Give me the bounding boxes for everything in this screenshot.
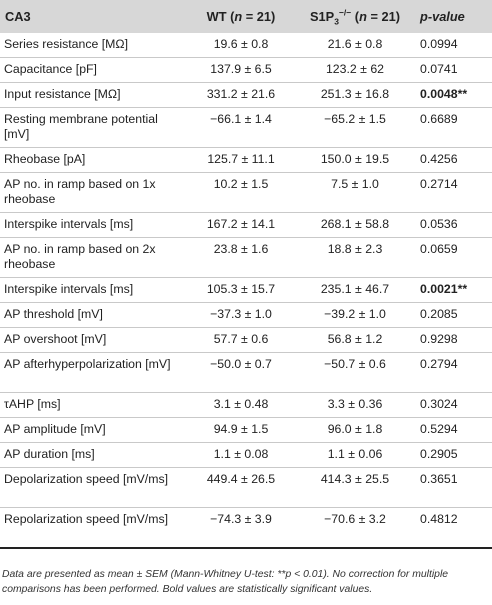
row-label: Resting membrane potential [mV] [0,108,186,148]
table-row [0,468,492,508]
table-row [0,148,492,173]
table-row [0,393,492,418]
row-ko-value: −50.7 ± 0.6 [296,353,414,393]
row-label: AP afterhyperpolarization [mV] [0,353,186,393]
header-ko-suffix: = 21) [366,9,400,24]
row-ko-value: 414.3 ± 25.5 [296,468,414,508]
row-wt-value: 331.2 ± 21.6 [186,83,296,108]
row-wt-value: 167.2 ± 14.1 [186,213,296,238]
table-row [0,173,492,213]
row-label: AP threshold [mV] [0,303,186,328]
row-p-value: 0.4256 [414,148,492,173]
table-row [0,108,492,148]
row-p-value: 0.9298 [414,328,492,353]
row-wt-value: 23.8 ± 1.6 [186,238,296,278]
row-label: Series resistance [MΩ] [0,33,186,58]
header-ko-sup: −/− [338,7,352,18]
row-p-value: 0.2905 [414,443,492,468]
header-wt-prefix: WT ( [206,9,235,24]
row-wt-value: 449.4 ± 26.5 [186,468,296,508]
table-row [0,328,492,353]
row-p-value: 0.2794 [414,353,492,393]
row-ko-value: 150.0 ± 19.5 [296,148,414,173]
row-p-value: 0.0741 [414,58,492,83]
table-header [0,0,492,33]
table-row [0,238,492,278]
table-row [0,508,492,549]
row-label: Interspike intervals [ms] [0,278,186,303]
row-p-value: 0.0048** [414,83,492,108]
row-wt-value: 57.7 ± 0.6 [186,328,296,353]
row-p-value: 0.0659 [414,238,492,278]
table-row [0,83,492,108]
row-wt-value: 94.9 ± 1.5 [186,418,296,443]
header-row [0,0,492,33]
row-wt-value: 137.9 ± 6.5 [186,58,296,83]
row-label: Input resistance [MΩ] [0,83,186,108]
header-pvalue: p-value [420,9,465,24]
row-ko-value: 18.8 ± 2.3 [296,238,414,278]
row-ko-value: −39.2 ± 1.0 [296,303,414,328]
row-label: Depolarization speed [mV/ms] [0,468,186,508]
row-wt-value: −66.1 ± 1.4 [186,108,296,148]
table-row [0,443,492,468]
row-wt-value: −50.0 ± 0.7 [186,353,296,393]
row-ko-value: 7.5 ± 1.0 [296,173,414,213]
header-ko-sub: 3 [334,16,339,27]
row-label: Rheobase [pA] [0,148,186,173]
row-label: Interspike intervals [ms] [0,213,186,238]
header-ko-base: S1P [310,9,335,24]
table-row [0,353,492,393]
row-ko-value: 1.1 ± 0.06 [296,443,414,468]
row-label: τAHP [ms] [0,393,186,418]
row-label: AP no. in ramp based on 1x rheobase [0,173,186,213]
row-p-value: 0.2714 [414,173,492,213]
row-label: Repolarization speed [mV/ms] [0,508,186,549]
row-p-value: 0.0536 [414,213,492,238]
row-p-value: 0.5294 [414,418,492,443]
row-ko-value: −65.2 ± 1.5 [296,108,414,148]
row-wt-value: −37.3 ± 1.0 [186,303,296,328]
row-ko-value: 56.8 ± 1.2 [296,328,414,353]
row-label: AP duration [ms] [0,443,186,468]
row-label: Capacitance [pF] [0,58,186,83]
header-wt-n: n [234,9,243,24]
table-row [0,418,492,443]
header-wt [186,0,296,33]
row-ko-value: 235.1 ± 46.7 [296,278,414,303]
row-wt-value: 10.2 ± 1.5 [186,173,296,213]
row-ko-value: 21.6 ± 0.8 [296,33,414,58]
row-ko-value: 268.1 ± 58.8 [296,213,414,238]
row-wt-value: 105.3 ± 15.7 [186,278,296,303]
row-label: AP amplitude [mV] [0,418,186,443]
table-row [0,303,492,328]
row-wt-value: −74.3 ± 3.9 [186,508,296,549]
row-p-value: 0.2085 [414,303,492,328]
row-ko-value: 3.3 ± 0.36 [296,393,414,418]
row-ko-value: 96.0 ± 1.8 [296,418,414,443]
row-p-value: 0.6689 [414,108,492,148]
table-row [0,213,492,238]
table-row [0,278,492,303]
row-wt-value: 3.1 ± 0.48 [186,393,296,418]
header-ko-n-prefix: ( [351,9,360,24]
table-row [0,58,492,83]
row-label: AP no. in ramp based on 2x rheobase [0,238,186,278]
row-p-value: 0.3024 [414,393,492,418]
table-footnote: Data are presented as mean ± SEM (Mann-Whitney U-test: **p < 0.01). No correction for multiple comparisons has been performed. Bold values are statistically significant values. [2,569,449,595]
row-wt-value: 125.7 ± 11.1 [186,148,296,173]
header-region: CA3 [5,9,31,24]
table-body [0,33,492,548]
row-p-value: 0.3651 [414,468,492,508]
header-wt-suffix: = 21) [242,9,276,24]
header-ko-n: n [359,9,367,24]
header-ko [296,0,414,33]
row-wt-value: 19.6 ± 0.8 [186,33,296,58]
row-ko-value: 123.2 ± 62 [296,58,414,83]
row-p-value: 0.0994 [414,33,492,58]
row-label: AP overshoot [mV] [0,328,186,353]
table-row [0,33,492,58]
row-ko-value: −70.6 ± 3.2 [296,508,414,549]
row-p-value: 0.4812 [414,508,492,549]
row-ko-value: 251.3 ± 16.8 [296,83,414,108]
row-p-value: 0.0021** [414,278,492,303]
row-wt-value: 1.1 ± 0.08 [186,443,296,468]
